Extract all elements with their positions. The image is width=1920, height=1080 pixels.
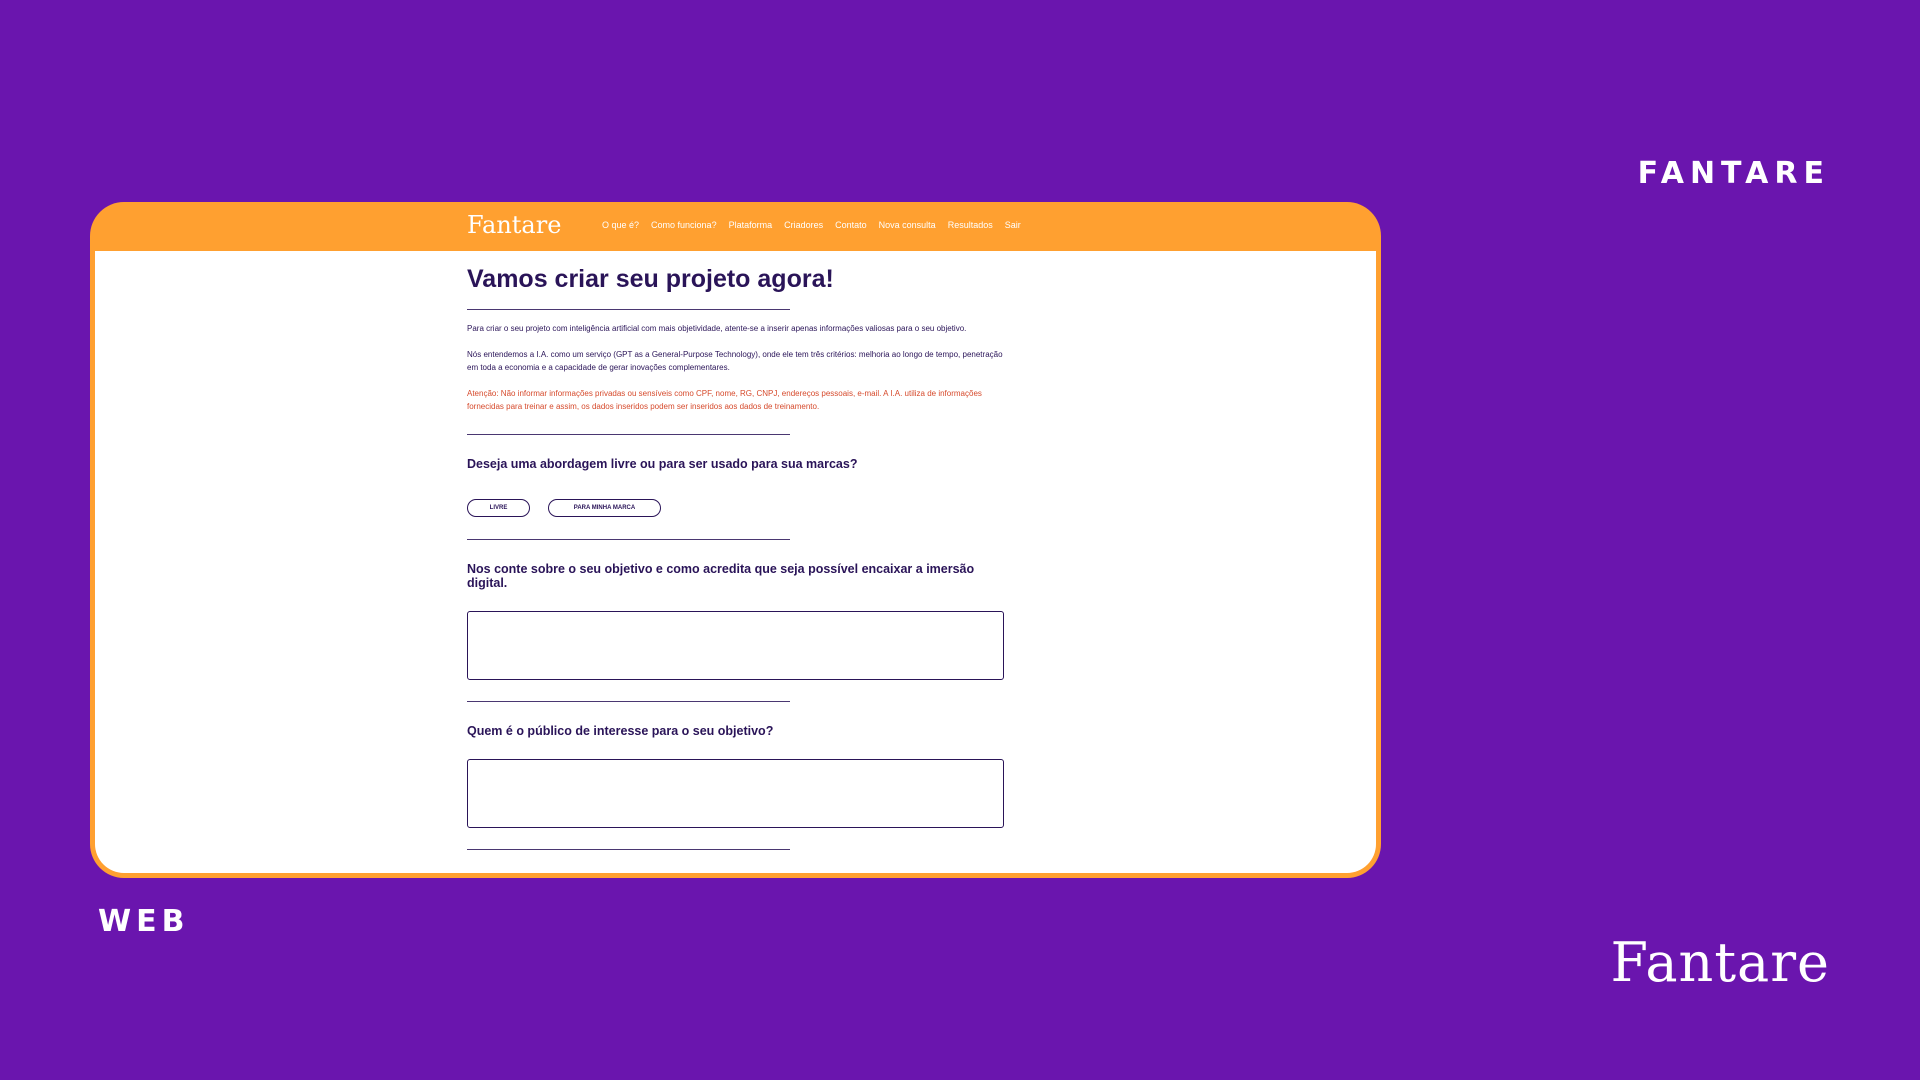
nav-item-como-funciona[interactable]: Como funciona? bbox=[651, 220, 717, 230]
project-form bbox=[467, 251, 1007, 850]
section-divider bbox=[467, 701, 790, 702]
nav-item-nova-consulta[interactable]: Nova consulta bbox=[878, 220, 936, 230]
nav-item-resultados[interactable]: Resultados bbox=[947, 220, 993, 230]
nav-item-sair[interactable]: Sair bbox=[1004, 220, 1021, 230]
site-header bbox=[95, 202, 1376, 251]
objective-textarea[interactable] bbox=[467, 611, 1004, 680]
privacy-warning: Atenção: Não informar informações privadas ou sensíveis como CPF, nome, RG, CNPJ, endereços pessoais, e-mail. A I.A. utiliza de informações fornecidas para treinar e assim, os dados inseridos podem ser inseridos aos dados de treinamento. bbox=[467, 389, 982, 411]
page-title: Vamos criar seu projeto agora! bbox=[467, 265, 834, 293]
question-objective: Nos conte sobre o seu objetivo e como acredita que seja possível encaixar a imersão digital. bbox=[467, 562, 975, 590]
nav-item-o-que-e[interactable]: O que é? bbox=[602, 220, 640, 230]
approach-options bbox=[467, 499, 1007, 517]
intro-text: Para criar o seu projeto com inteligência artificial com mais objetividade, atente-se a inserir apenas informações valiosas para o seu objetivo. bbox=[467, 324, 967, 333]
brand-logo: Fantare bbox=[1610, 931, 1830, 994]
question-audience: Quem é o público de interesse para o seu objetivo? bbox=[467, 724, 774, 738]
nav-item-contato[interactable]: Contato bbox=[835, 220, 867, 230]
option-livre-button[interactable]: LIVRE bbox=[467, 499, 530, 517]
site-nav bbox=[602, 220, 1021, 230]
audience-textarea[interactable] bbox=[467, 759, 1004, 828]
nav-item-plataforma[interactable]: Plataforma bbox=[728, 220, 773, 230]
question-approach: Deseja uma abordagem livre ou para ser usado para sua marcas? bbox=[467, 457, 858, 471]
section-divider bbox=[467, 309, 790, 310]
site-logo[interactable]: Fantare bbox=[467, 211, 562, 239]
browser-mockup bbox=[90, 202, 1381, 878]
section-divider bbox=[467, 539, 790, 540]
description-text: Nós entendemos a I.A. como um serviço (GPT as a General-Purpose Technology), onde ele tem três critérios: melhoria ao longo de tempo, penetração em toda a economia e a capacidade de gerar inovações complementares. bbox=[467, 350, 1003, 372]
brand-wordmark: FANTARE bbox=[1637, 156, 1830, 191]
nav-item-criadores[interactable]: Criadores bbox=[784, 220, 824, 230]
section-divider bbox=[467, 849, 790, 850]
platform-label: WEB bbox=[98, 904, 190, 939]
section-divider bbox=[467, 434, 790, 435]
option-minha-marca-button[interactable]: PARA MINHA MARCA bbox=[548, 499, 661, 517]
page-content bbox=[95, 251, 1376, 873]
